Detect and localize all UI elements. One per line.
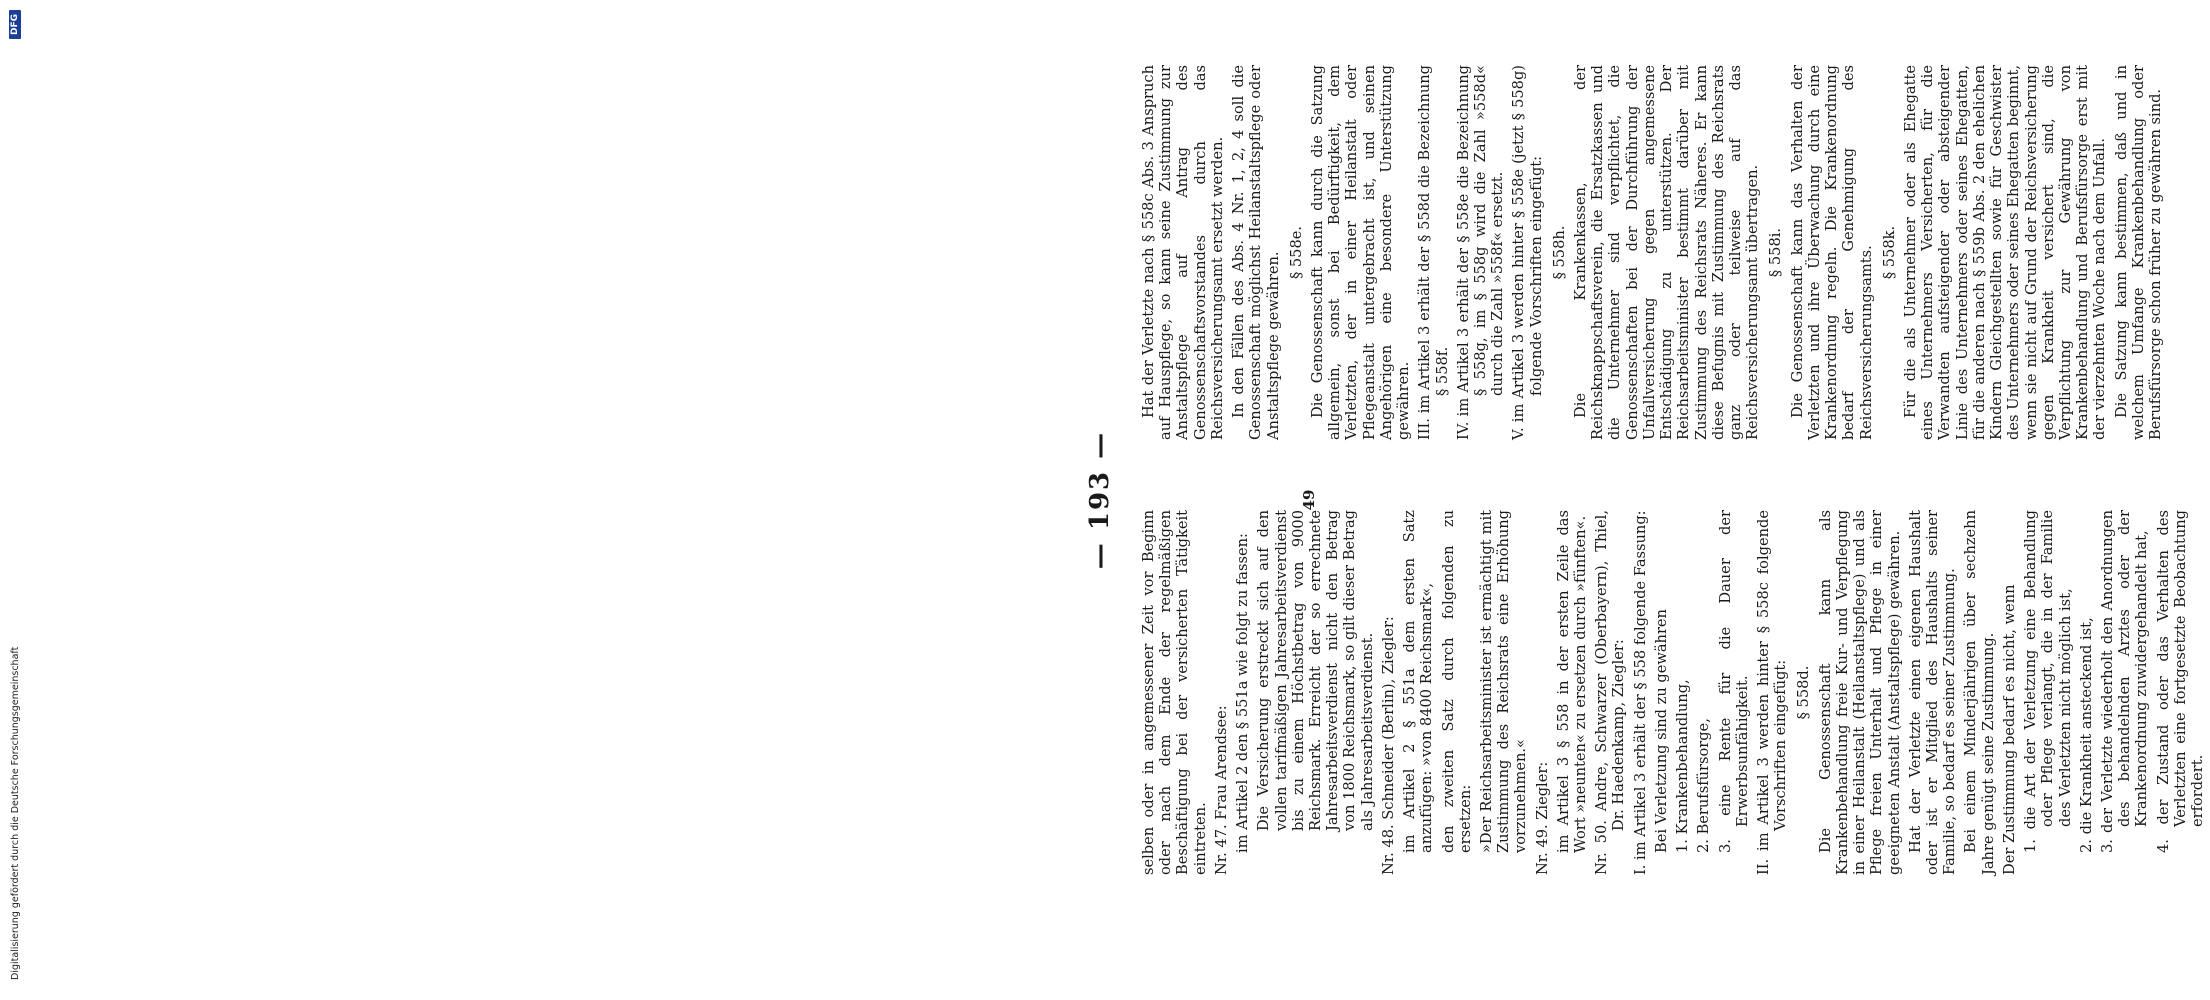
section-heading: § 558i.	[1767, 227, 1785, 278]
left-paragraph: 3. eine Rente für die Dauer der Erwerbsunfähigkeit.	[1716, 510, 1751, 853]
section-heading: § 558d.	[1795, 665, 1813, 720]
left-paragraph: den zweiten Satz durch folgenden zu ersetzen:	[1439, 510, 1474, 853]
left-paragraph: Nr. 48. Schneider (Berlin), Ziegler:	[1379, 616, 1397, 875]
right-column	[1140, 65, 2168, 440]
left-paragraph: I. im Artikel 3 erhält der § 558 folgende Fassung:	[1631, 510, 1649, 875]
dfg-notice-text: Digitalisierung gefördert durch die Deutsche Forschungsgemeinschaft	[9, 646, 21, 980]
left-paragraph: selben oder in angemessener Zeit vor Beginn oder nach dem Ende der regelmäßigen Beschäftigung bei der versicherten Tätigkeit eintreten.	[1140, 510, 1209, 875]
left-paragraph: Der Zustimmung bedarf es nicht, wenn	[2000, 584, 2018, 875]
dfg-logo: DFG	[9, 10, 21, 39]
left-paragraph: Die Versicherung erstreckt sich auf den vollen tarifmäßigen Jahresarbeitsverdienst bis zu einem Höchstbetrag von 9000 Reichsmark. Erreicht der so errechnete Jahresarbeitsverdienst nicht den Betrag von 1800 Reichsmark, so gilt dieser Betrag als Jahresarbeitsverdienst.	[1255, 510, 1376, 831]
left-paragraph: Nr. 50. Andre, Schwarzer (Oberbayern), Thiel, Dr. Haedenkamp, Ziegler:	[1593, 510, 1628, 875]
right-paragraph: Die Genossenschaft kann durch die Satzung allgemein, sonst bei Bedürftigkeit, dem Verletzten, der in einer Heilanstalt oder Pflegeanstalt untergebracht ist, und seinen Angehörigen eine besondere Unterstützung gewähren.	[1308, 65, 1413, 440]
left-paragraph: im Artikel 3 § 558 in der ersten Zeile das Wort »neunten« zu ersetzen durch »fünften«.	[1554, 510, 1590, 853]
left-paragraph: Hat der Verletzte einen eigenen Haushalt oder ist er Mitglied des Haushalts seiner Familie, so bedarf es seiner Zustimmung.	[1906, 510, 1959, 875]
section-heading: § 558e.	[1287, 225, 1305, 280]
right-paragraph: Die Krankenkassen, der Reichsknappschaftsverein, die Ersatzkassen und die Unternehmer sind verpflichtet, die Genossenschaften bei der Durchführung der Unfallversicherung gegen angemessene Entschädigung zu unterstützen. Der Reichsarbeitsminister bestimmt darüber mit Zustimmung des Reichsrats Näheres. Er kann diese Befugnis mit Zustimmung des Reichsrats ganz oder teilweise auf das Reichsversicherungsamt übertragen.	[1572, 65, 1762, 440]
left-paragraph: II. im Artikel 3 werden hinter § 558c folgende Vorschriften eingefügt:	[1755, 510, 1790, 875]
right-paragraph: Hat der Verletzte nach § 558c Abs. 3 Anspruch auf Hauspflege, so kann seine Zustimmung zur Anstaltspflege auf Antrag des Genossenschaftsvorstandes durch das Reichsversicherungsamt ersetzt werden.	[1140, 65, 1226, 440]
section-heading: § 558h.	[1550, 225, 1568, 280]
sheet-signature: 49	[1300, 489, 1318, 511]
right-paragraph: Die Satzung kann bestimmen, daß und in welchem Umfange Krankenbehandlung oder Berufsfürsorge schon früher zu gewähren sind.	[2112, 65, 2165, 440]
right-paragraph: Die Genossenschaft kann das Verhalten der Verletzten und ihre Überwachung durch eine Krankenordnung regeln. Die Krankenordnung bedarf der Genehmigung des Reichsversicherungsamts.	[1788, 65, 1875, 440]
section-heading: § 558k.	[1880, 225, 1898, 280]
left-paragraph: im Artikel 2 den § 551a wie folgt zu fassen:	[1234, 533, 1252, 853]
left-paragraph: 2. die Krankheit ansteckend ist,	[2077, 617, 2095, 853]
left-paragraph: Bei einem Minderjährigen über sechzehn Jahre genügt seine Zustimmung.	[1962, 510, 1997, 875]
right-paragraph: Für die als Unternehmer oder als Ehegatte eines Unternehmers Versicherten, für die Verwandten aufsteigender oder absteigender Linie des Unternehmers oder seines Ehegatten, für die anderen nach § 559b Abs. 2 den ehelichen Kindern Gleichgestellten sowie für Geschwister des Unternehmers oder seines Ehegatten beginnt, wenn sie nicht auf Grund der Reichsversicherung gegen Krankheit versichert sind, die Verpflichtung zur Gewährung von Krankenbehandlung und Berufsfürsorge erst mit der vierzehnten Woche nach dem Unfall.	[1901, 65, 2109, 440]
left-paragraph: 3. der Verletzte wiederholt den Anordnungen des behandelnden Arztes oder der Krankenordnung zuwidergehandelt hat,	[2098, 510, 2151, 853]
left-paragraph: im Artikel 2 § 551a dem ersten Satz anzufügen: »von 8400 Reichsmark«,	[1401, 510, 1436, 853]
right-paragraph: IV. im Artikel 3 erhält der § 558e die Bezeichnung § 558g, im § 558g wird die Zahl »558d« durch die Zahl »558f« ersetzt.	[1454, 65, 1507, 440]
page-number: — 193 —	[1085, 430, 1115, 570]
right-paragraph: V. im Artikel 3 werden hinter § 558e (jetzt § 558g) folgende Vorschriften eingefügt:	[1510, 65, 1545, 440]
right-paragraph: III. im Artikel 3 erhält der § 558d die Bezeichnung § 558f.	[1416, 65, 1451, 440]
dfg-notice	[8, 10, 22, 980]
left-paragraph: 1. die Art der Verletzung eine Behandlung oder Pflege verlangt, die in der Familie des Verletzten nicht möglich ist,	[2022, 510, 2074, 853]
left-paragraph: 4. der Zustand oder das Verhalten des Verletzten eine fortgesetzte Beobachtung erfordert.	[2154, 510, 2207, 853]
left-paragraph: »Der Reichsarbeitsminister ist ermächtigt mit Zustimmung des Reichsrats eine Erhöhung vorzunehmen.«	[1477, 510, 1530, 853]
right-paragraph: In den Fällen des Abs. 4 Nr. 1, 2, 4 soll die Genossenschaft möglichst Heilanstaltspflege oder Anstaltspflege gewähren.	[1230, 65, 1282, 440]
left-paragraph: Nr. 49. Ziegler:	[1533, 761, 1551, 875]
left-paragraph: Bei Verletzung sind zu gewähren	[1652, 609, 1670, 853]
left-paragraph: 2. Berufsfürsorge,	[1695, 718, 1713, 853]
left-paragraph: Nr. 47. Frau Arendsee:	[1212, 705, 1230, 875]
left-paragraph: 1. Krankenbehandlung,	[1674, 679, 1692, 853]
left-paragraph: Die Genossenschaft kann als Krankenbehandlung freie Kur- und Verpflegung in einer Heilanstalt (Heilanstaltspflege) und als Pflege freien Unterhalt und Pflege in einer geeigneten Anstalt (Anstaltspflege) gewähren.	[1816, 510, 1903, 875]
